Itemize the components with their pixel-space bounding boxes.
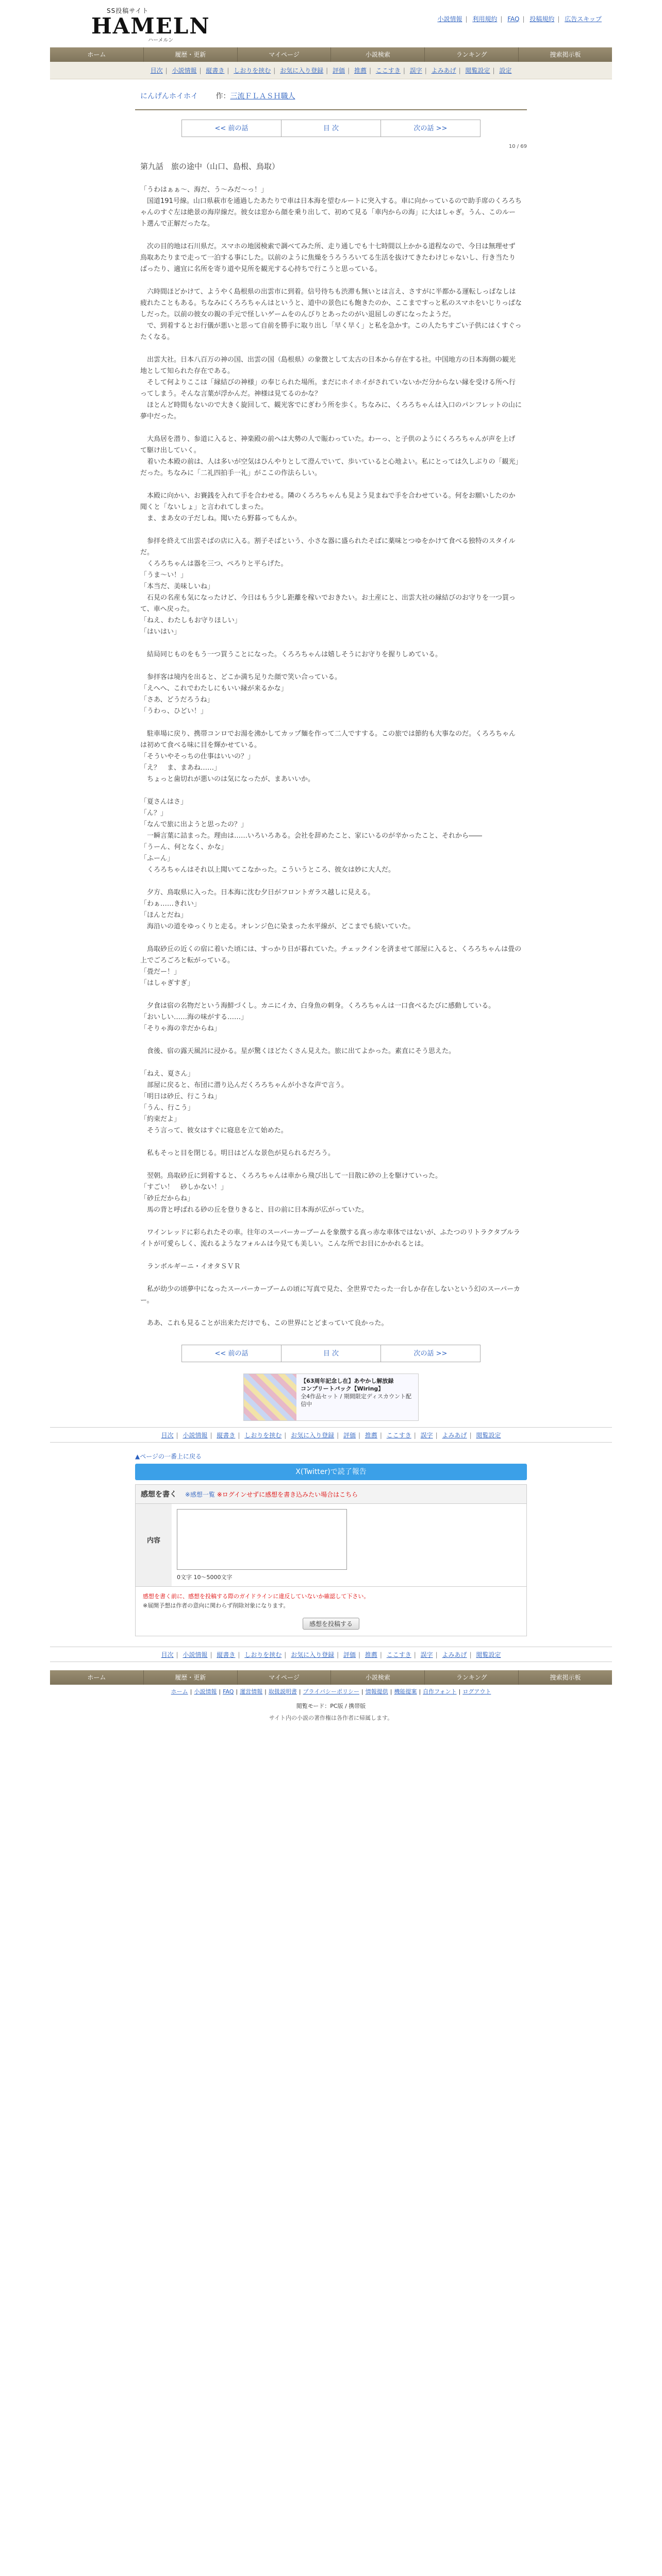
body-paragraph: 「うま～い！」	[140, 571, 188, 579]
footer-link[interactable]: 小説情報	[194, 1688, 217, 1695]
body-paragraph: 夕方、鳥取県に入った。日本海に沈む夕日がフロントガラス越しに見える。	[140, 889, 375, 896]
bottom-nav-kokosuki[interactable]: ここすき	[386, 1651, 411, 1658]
paragraph-spacer	[140, 524, 522, 536]
separator: |	[358, 1432, 361, 1439]
chapter-title: 第九話 旅の途中（山口、島根、鳥取）	[140, 162, 280, 171]
impression-notes	[136, 1587, 526, 1616]
prev-chapter-button[interactable]: << 前の話	[182, 120, 282, 137]
body-paragraph: 石見の名産も気になったけど、今日はもう少し距離を稼いでおきたい。お土産にと、出雲大社の縁結びのお守りを一つ買って、車へ戻った。	[140, 594, 516, 613]
sub-nav-toc[interactable]: 目次	[150, 67, 163, 74]
body-paragraph: で、到着するとお行儀が悪いと思って自前を勝手に取り出し「早く早く」と私を急かす。この人たちすごい子供にはくすぐったくなる。	[140, 322, 522, 341]
body-paragraph: 一瞬言葉に詰まった。理由は……いろいろある。会社を辞めたこと、家にいるのが辛かったこと、それから――	[140, 832, 483, 840]
separator: |	[361, 1688, 363, 1695]
main-nav-ranking[interactable]: ランキング	[425, 47, 519, 62]
top-link-skip-ads[interactable]: 広告スキップ	[565, 15, 602, 23]
bottom-nav-read-aloud[interactable]: よみあげ	[442, 1432, 467, 1439]
prev-chapter-button[interactable]: << 前の話	[182, 1345, 282, 1362]
toc-button[interactable]: 目 次	[282, 1345, 381, 1362]
separator: |	[326, 67, 328, 74]
paragraph-spacer	[140, 343, 522, 354]
next-chapter-button[interactable]: 次の話 >>	[413, 125, 448, 132]
separator: |	[465, 15, 468, 23]
top-link-novel-info[interactable]: 小説情報	[437, 15, 462, 23]
separator: |	[469, 1651, 472, 1658]
body-paragraph: 「すごい！ 砂しかない！」	[140, 1183, 228, 1191]
ad-title: 【63周年記念し在】あやかし解放録	[301, 1378, 394, 1384]
body-paragraph: 「なんで旅に出ようと思ったの？」	[140, 821, 248, 828]
novel-title-link[interactable]: にんげんホイホイ	[140, 92, 198, 100]
sub-nav-bookmark[interactable]: しおりを挟む	[234, 67, 271, 74]
impression-counter: 0文字 10～5000文字	[177, 1574, 233, 1581]
paragraph-spacer	[140, 717, 522, 728]
main-nav-history[interactable]: 履歴・更新	[144, 1670, 238, 1685]
bottom-nav-vertical[interactable]: 縦書き	[217, 1651, 236, 1658]
footer-copyright: サイト内の小説の著作権は各作者に帰属します。	[269, 1715, 393, 1721]
bottom-nav-toc[interactable]: 目次	[161, 1432, 174, 1439]
body-paragraph: 「はいはい」	[140, 628, 181, 636]
body-paragraph: 「ねえ、わたしもお守りほしい」	[140, 617, 241, 624]
body-paragraph: 「約束だよ」	[140, 1115, 181, 1123]
separator: |	[358, 1651, 361, 1658]
body-paragraph: 「うわっ、ひどい！」	[140, 707, 207, 715]
footer-main-nav	[50, 1670, 612, 1685]
impression-heading: 感想を書く	[141, 1490, 177, 1499]
body-paragraph: 「さあ、どうだろうね」	[140, 696, 214, 704]
bottom-nav-2	[50, 1647, 612, 1662]
footer-link[interactable]: 運営情報	[240, 1688, 263, 1695]
separator: |	[369, 67, 371, 74]
separator: |	[210, 1432, 212, 1439]
body-paragraph: くろろちゃんは器を三つ、ぺろりと平らげた。	[140, 560, 288, 568]
separator: |	[413, 1651, 416, 1658]
paragraph-spacer	[140, 638, 522, 649]
sub-nav-favorite[interactable]: お気に入り登録	[280, 67, 324, 74]
paragraph-spacer	[140, 1216, 522, 1227]
body-paragraph: 着いた本殿の前は、人は多いが空気はひんやりとして澄んでいて、歩いていると心地よい。私にとっては久しぶりの「観光」だった。ちなみに「二礼四拍手一礼」がここの作法らしい。	[140, 458, 519, 477]
body-paragraph: 「砂丘だからね」	[140, 1195, 194, 1202]
body-paragraph: 夕食は宿の名物だという海鮮づくし。カニにイカ、白身魚の刺身。くろろちゃんは一口食べるたびに感動している。	[140, 1002, 495, 1010]
ad-line2: コンプリートパック【Wiring】	[301, 1385, 384, 1392]
separator: |	[299, 1688, 301, 1695]
separator: |	[176, 1432, 178, 1439]
sub-nav-settings[interactable]: 設定	[499, 67, 512, 74]
main-nav-home[interactable]: ホーム	[50, 47, 144, 62]
impression-row	[136, 1504, 526, 1587]
impression-form	[135, 1484, 527, 1636]
sub-nav	[50, 62, 612, 79]
body-paragraph: 国道191号線。山口県萩市を通過したあたりで車は日本海を望むルートに突入する。車に向かっているので助手席のくろろちゃんのすぐ左は絶景の海岸線だ。彼女は窓から顔を乗り出して、初めて見る「車内からの海」に大はしゃぎ。うん、このルート選んで正解だったな。	[140, 197, 522, 228]
paragraph-spacer	[140, 479, 522, 490]
footer-link[interactable]: ログアウト	[462, 1688, 491, 1695]
paragraph-spacer	[140, 876, 522, 887]
body-paragraph: 翌朝。鳥取砂丘に到着すると、くろろちゃんは車から飛び出して一目散に砂の上を駆けていった。	[140, 1172, 442, 1180]
bottom-nav-typo[interactable]: 誤字	[420, 1432, 433, 1439]
separator: |	[199, 67, 202, 74]
body-paragraph: 大鳥居を潜り、参道に入ると、神楽殿の前へは大勢の人で賑わっていた。わーっ、と子供のようにくろろちゃんが声を上げて駆け出していく。	[140, 435, 516, 454]
top-link-post-rules[interactable]: 投稿規約	[529, 15, 555, 23]
body-paragraph: 「明日は砂丘、行こうね」	[140, 1093, 221, 1100]
separator: |	[337, 1432, 339, 1439]
body-paragraph: 六時間ほどかけて、ようやく島根県の出雲市に到着。信号待ちも渋滞も無いとは言え、さすがに半都かる運転しっぱなしは疲れたこともある。ちなみにくろろちゃんはというと、道中の景色にも飽きたのか、ここまですっと私のスマホをいじりっぱなしだった。以前の彼女の親の手元で怪しいゲームをのんびりとあったのがい退屈しのぎになったようだ。	[140, 288, 522, 318]
separator: |	[413, 1432, 416, 1439]
logo-wordmark: HAMELN	[91, 13, 210, 39]
body-paragraph: 参拝を終えて出雲そばの店に入る。割子そばという、小さな器に盛られたそばに薬味とつゆをかけて食べる独特のスタイルだ。	[140, 537, 516, 556]
separator: |	[236, 1688, 238, 1695]
separator: |	[458, 67, 461, 74]
footer-view-mode[interactable]: 閲覧モード：PC版 / 携帯版	[296, 1703, 366, 1709]
pager-bottom	[181, 1345, 481, 1362]
chapter-body	[135, 184, 527, 1329]
sub-nav-view-settings[interactable]: 閲覧設定	[465, 67, 490, 74]
body-paragraph: ランボルギーニ・イオタＳＶＲ	[140, 1263, 241, 1270]
body-paragraph: 馬の背と呼ばれる砂の丘を登りきると、目の前に日本海が広がっていた。	[140, 1206, 369, 1214]
main-nav-mypage[interactable]: マイページ	[238, 1670, 332, 1685]
site-logo[interactable]	[91, 6, 210, 43]
separator: |	[238, 1651, 240, 1658]
paragraph-spacer	[140, 1159, 522, 1171]
main-nav-board[interactable]: 捜索掲示板	[550, 51, 581, 58]
paragraph-spacer	[140, 422, 522, 434]
sub-nav-kokosuki[interactable]: ここすき	[375, 67, 401, 74]
bottom-nav-rate[interactable]: 評価	[343, 1651, 356, 1658]
body-paragraph: ちょっと歯切れが悪いのは気になったが、まあいいか。	[140, 775, 315, 783]
impression-submit-button[interactable]: 感想を投稿する	[303, 1618, 359, 1630]
paragraph-spacer	[140, 275, 522, 286]
paragraph-spacer	[140, 660, 522, 672]
sub-nav-recommend[interactable]: 推薦	[354, 67, 367, 74]
body-paragraph: 本殿に向かい、お賽銭を入れて手を合わせる。隣のくろろちゃんも見よう見まねで手を合わせている。何をお願いしたのか聞くと「ないしょ」と言われてしまった。	[140, 492, 516, 511]
top-link-terms[interactable]: 利用規約	[472, 15, 498, 23]
bottom-nav-favorite[interactable]: お気に入り登録	[291, 1432, 335, 1439]
main-nav-history[interactable]: 履歴・更新	[144, 47, 238, 62]
separator: |	[337, 1651, 339, 1658]
body-paragraph: 鳥取砂丘の近くの宿に着いた頃には、すっかり日が暮れていた。チェックインを済ませて部屋に入ると、くろろちゃんは畳の上でごろごろと転がっている。	[140, 945, 522, 964]
separator: |	[273, 67, 276, 74]
separator: |	[522, 15, 525, 23]
body-paragraph: 「えへへ、これでわたしにもいい縁が来るかな」	[140, 685, 288, 692]
separator: |	[379, 1432, 382, 1439]
body-paragraph: 「ふーん」	[140, 855, 174, 862]
ad-image	[244, 1374, 296, 1420]
bottom-nav-recommend[interactable]: 推薦	[365, 1651, 377, 1658]
novel-content	[135, 79, 527, 1362]
twitter-share-button[interactable]: X(Twitter)で読了報告	[135, 1464, 527, 1480]
top-link-faq[interactable]: FAQ	[507, 15, 520, 23]
body-paragraph: 結局同じものをもう一つ買うことになった。くろろちゃんは嬉しそうにお守りを握りしめている。	[140, 651, 442, 658]
bottom-nav-view-settings[interactable]: 閲覧設定	[476, 1651, 501, 1658]
body-paragraph: 「本当だ、美味しいね」	[140, 583, 214, 590]
paragraph-spacer	[140, 1057, 522, 1069]
body-paragraph: 「はしゃぎすぎ」	[140, 979, 194, 987]
bottom-nav-read-aloud[interactable]: よみあげ	[442, 1651, 467, 1658]
bottom-nav-recommend[interactable]: 推薦	[365, 1432, 377, 1439]
toc-button[interactable]: 目 次	[282, 120, 381, 137]
bottom-nav-kokosuki[interactable]: ここすき	[386, 1432, 411, 1439]
paragraph-spacer	[140, 933, 522, 944]
footer-link[interactable]: 機能提案	[394, 1688, 417, 1695]
author-link[interactable]: 三流ＦＬＡＳＨ職人	[230, 92, 295, 100]
paragraph-spacer	[140, 1250, 522, 1261]
main-nav-ranking[interactable]: ランキング	[425, 1670, 519, 1685]
body-paragraph: ワインレッドに彩られたその車。往年のスーパーカーブームを象徴する真っ赤な車体ではないが、ふたつのリトラクタブルライトが可愛らしく、流れるようなフォルムは今見ても美しい。こんな所でお目にかかれるとは。	[140, 1229, 520, 1248]
logo-tagline: SS投稿サイト	[107, 7, 149, 14]
separator: |	[458, 1688, 461, 1695]
separator: |	[424, 67, 427, 74]
impression-header	[136, 1485, 526, 1504]
bottom-nav-bookmark[interactable]: しおりを挟む	[244, 1432, 282, 1439]
paragraph-spacer	[140, 1273, 522, 1284]
bottom-nav	[50, 1427, 612, 1443]
main-nav-board[interactable]: 捜索掲示板	[550, 1674, 581, 1681]
impression-label: 内容	[136, 1504, 172, 1586]
separator: |	[284, 1651, 287, 1658]
paragraph-spacer	[140, 785, 522, 796]
body-paragraph: 部屋に戻ると、布団に潜り込んだくろろちゃんが小さな声で言う。	[140, 1081, 349, 1089]
body-paragraph: 「ほんとだね」	[140, 911, 188, 919]
body-paragraph: くろろちゃんはそれ以上聞いてこなかった。こういうところ、彼女は妙に大人だ。	[140, 866, 395, 874]
separator: |	[190, 1688, 192, 1695]
bottom-nav-toc[interactable]: 目次	[161, 1651, 174, 1658]
body-paragraph: ああ、これも見ることが出来ただけでも、この世界にとどまっていて良かった。	[140, 1319, 388, 1327]
body-paragraph: 参拝客は境内を出ると、どこか満ち足りた顔で笑い合っている。	[140, 673, 342, 681]
paragraph-spacer	[140, 1307, 522, 1318]
separator: |	[469, 1432, 472, 1439]
separator: |	[557, 15, 560, 23]
body-paragraph: 「畳だー！」	[140, 968, 181, 976]
bottom-nav-typo[interactable]: 誤字	[420, 1651, 433, 1658]
impression-list-link[interactable]: ※感想一覧	[185, 1491, 215, 1498]
separator: |	[379, 1651, 382, 1658]
separator: |	[403, 67, 405, 74]
footer-links	[50, 1685, 612, 1699]
separator: |	[238, 1432, 240, 1439]
body-paragraph: そして何よりここは「縁結びの神様」の奉じられた場所。まだにホイホイがされていないかだ分からない縁を受ける所へ行ってしまう。そんな言葉が浮かんだ。神様は見てるのかな？	[140, 379, 516, 398]
footer-link[interactable]: FAQ	[223, 1688, 234, 1695]
body-paragraph: 「うーん、何となく、かな」	[140, 843, 228, 851]
separator: |	[347, 67, 350, 74]
bottom-nav-novel-info[interactable]: 小説情報	[183, 1651, 208, 1658]
page-number: 10 / 69	[508, 144, 527, 149]
author-label: 作：	[216, 92, 230, 100]
sub-nav-vertical[interactable]: 縦書き	[206, 67, 225, 74]
impression-guest-note[interactable]: ※ログインせずに感想を書き込みたい場合はこちら	[217, 1491, 358, 1498]
main-nav-search[interactable]: 小説検索	[331, 47, 425, 62]
impression-textarea[interactable]	[177, 1509, 347, 1570]
main-nav-home[interactable]: ホーム	[50, 1670, 144, 1685]
logo-subtext: ハーメルン	[148, 38, 174, 43]
bottom-nav-favorite[interactable]: お気に入り登録	[291, 1651, 335, 1658]
footer-link[interactable]: ホーム	[171, 1688, 188, 1695]
separator: |	[435, 1651, 438, 1658]
body-paragraph: 駐車場に戻り、携帯コンロでお湯を沸かしてカップ麺を作って二人ですする。この旅では節約も大事なのだ。くろろちゃんは初めて食べる味に目を輝かせている。	[140, 730, 516, 749]
novel-header	[135, 91, 527, 102]
body-paragraph: 「え？ ま、まあね……」	[140, 764, 221, 772]
body-paragraph: 「おいしい……海の味がする……」	[140, 1013, 248, 1021]
body-paragraph: 次の目的地は石川県だ。スマホの地図検索で調べてみた所、走り通しでも十七時間以上かかる道程なので、今日は無理せず鳥取あたりまで走って一泊する事にした。以前のように焦燥をうろうろいてる生活を抜けてきたわけじゃないし、行き当たりばったり、適宜に名所を寄り道や見所を観光する心持ちで行こうと思っている。	[140, 243, 516, 273]
body-paragraph: 出雲大社。日本八百万の神の国、出雲の国（島根県）の象徴として太古の日本から存在する社。中国地方の日本海側の観光地として知られた存在である。	[140, 356, 516, 375]
paragraph-spacer	[140, 989, 522, 1001]
sub-nav-novel-info[interactable]: 小説情報	[172, 67, 197, 74]
bottom-nav-vertical[interactable]: 縦書き	[217, 1432, 236, 1439]
separator: |	[219, 1688, 221, 1695]
separator: |	[492, 67, 495, 74]
back-to-top-link[interactable]: ▲ページの一番上に戻る	[135, 1453, 202, 1460]
impression-submit-wrap	[136, 1616, 526, 1636]
separator: |	[390, 1688, 392, 1695]
separator: |	[435, 1432, 438, 1439]
ad-text	[296, 1374, 418, 1420]
main-nav	[50, 47, 612, 62]
top-links	[434, 14, 602, 23]
separator: |	[264, 1688, 267, 1695]
bottom-nav-bookmark[interactable]: しおりを挟む	[244, 1651, 282, 1658]
paragraph-spacer	[140, 1035, 522, 1046]
body-paragraph: 「うん、行こう」	[140, 1104, 194, 1112]
body-paragraph: 「ねえ、夏さん」	[140, 1070, 194, 1078]
separator: |	[165, 67, 168, 74]
footer-link[interactable]: プライバシーポリシー	[303, 1688, 360, 1695]
bottom-nav-rate[interactable]: 評価	[343, 1432, 356, 1439]
pager-top	[181, 120, 481, 137]
body-paragraph: 「夏さんはさ」	[140, 798, 188, 806]
body-paragraph: 「そりゃ海の幸だからね」	[140, 1025, 221, 1032]
sub-nav-rate[interactable]: 評価	[333, 67, 345, 74]
main-nav-mypage[interactable]: マイページ	[238, 47, 332, 62]
body-paragraph: 「わぁ……きれい」	[140, 900, 201, 908]
separator: |	[419, 1688, 421, 1695]
separator: |	[176, 1651, 178, 1658]
site-header	[50, 0, 612, 47]
body-paragraph: ま、まあ女の子だしね。聞いたら野暮ってもんか。	[140, 515, 302, 522]
paragraph-spacer	[140, 230, 522, 241]
body-paragraph: 「そういやそっちの仕事はいいの？」	[140, 753, 255, 760]
body-paragraph: 海沿いの道をゆっくりと走る。オレンジ色に染まった水平線が、どこまでも続いていた。	[140, 923, 415, 930]
body-paragraph: 食後、宿の露天風呂に浸かる。星が驚くほどたくさん見えた。旅に出てよかった。素直にそう思えた。	[140, 1047, 456, 1055]
separator: |	[210, 1651, 212, 1658]
impression-body	[172, 1504, 526, 1586]
sub-nav-read-aloud[interactable]: よみあげ	[431, 67, 456, 74]
ad-banner[interactable]	[243, 1374, 419, 1421]
bottom-nav-novel-info[interactable]: 小説情報	[183, 1432, 208, 1439]
body-paragraph: 私が幼少の頃夢中になったスーパーカーブームの頃に写真で見た、全世界でたった一台しか存在しないという幻のスーパーカー。	[140, 1285, 520, 1304]
body-paragraph: 「うわはぁぁ～、海だ、う～みだ～っ！」	[140, 186, 268, 194]
separator: |	[284, 1432, 287, 1439]
impression-prediction-note: ※展開予想は作者の意向に関わらず削除対象になります。	[143, 1602, 289, 1609]
sub-nav-typo[interactable]: 誤字	[409, 67, 422, 74]
body-paragraph: そう言って、彼女はすぐに寝息を立て始めた。	[140, 1127, 288, 1134]
divider	[135, 109, 527, 110]
bottom-nav-view-settings[interactable]: 閲覧設定	[476, 1432, 501, 1439]
separator: |	[227, 67, 229, 74]
footer-link[interactable]: 取扱説明書	[268, 1688, 297, 1695]
body-paragraph: 「ん？」	[140, 809, 168, 817]
body-paragraph: 私もそっと目を閉じる。明日はどんな景色が見られるだろう。	[140, 1149, 335, 1157]
separator: |	[500, 15, 503, 23]
paragraph-spacer	[140, 1137, 522, 1148]
body-paragraph: ほとんど時間もないので大きく旋回して、観光客でにぎわう所を歩く。ちなみに、くろろちゃんは入口のパンフレットの山に夢中だった。	[140, 401, 522, 420]
impression-guideline-note: 感想を書く前に、感想を投稿する際のガイドラインに違反していないか確認して下さい。	[143, 1593, 370, 1600]
footer-link[interactable]: 情報提供	[365, 1688, 388, 1695]
main-nav-search[interactable]: 小説検索	[331, 1670, 425, 1685]
footer-link[interactable]: 自作フォント	[423, 1688, 457, 1695]
next-chapter-button[interactable]: 次の話 >>	[413, 1350, 448, 1358]
ad-line3: 全4作品セット / 期間限定ディスカウント配信中	[301, 1393, 411, 1408]
